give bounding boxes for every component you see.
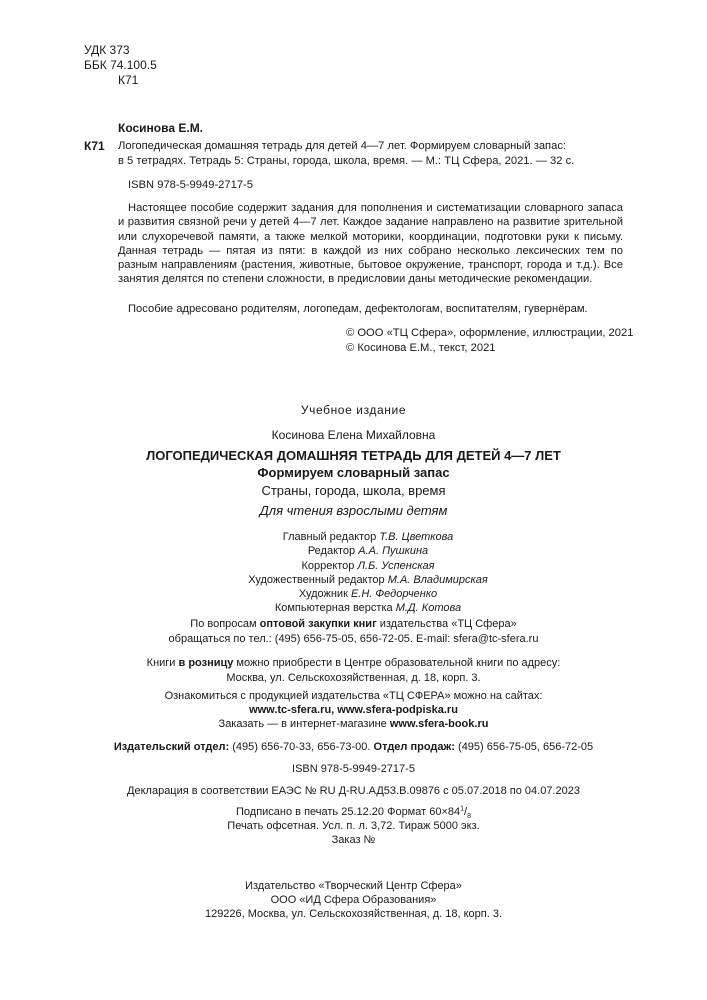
publisher-line2: ООО «ИД Сфера Образования» bbox=[270, 894, 437, 906]
publisher-line1: Издательство «Творческий Центр Сфера» bbox=[245, 880, 462, 892]
copyright-line1: © ООО «ТЦ Сфера», оформление, иллюстрации, 2021 bbox=[346, 327, 634, 339]
credit-row bbox=[218, 573, 518, 587]
bib-description-line1: Логопедическая домашняя тетрадь для детей 4—7 лет. Формируем словарный запас: bbox=[118, 140, 567, 152]
order-number: Заказ № bbox=[331, 834, 376, 846]
book-subtitle: Формируем словарный запас bbox=[257, 465, 450, 480]
udk-code: УДК 373 bbox=[84, 43, 130, 57]
credit-row bbox=[218, 559, 518, 573]
retail-address: Москва, ул. Сельскохозяйственная, д. 18, корп. 3. bbox=[226, 672, 481, 684]
retail-line: Книги в розницу можно приобрести в Центре образовательной книги по адресу: bbox=[146, 657, 561, 669]
audience: Пособие адресовано родителям, логопедам, дефектологам, воспитателям, гувернёрам. bbox=[128, 303, 588, 315]
credit-name: М.А. Владимирская bbox=[387, 573, 488, 586]
book-topics: Страны, города, школа, время bbox=[261, 483, 446, 498]
credit-row bbox=[218, 544, 518, 558]
credit-row bbox=[218, 587, 518, 601]
credit-role: Художественный редактор bbox=[248, 573, 385, 586]
credit-name: А.А. Пушкина bbox=[358, 545, 429, 558]
wholesale-phone: обращаться по тел.: (495) 656-75-05, 656-72-05. E-mail: sfera@tc-sfera.ru bbox=[168, 633, 539, 645]
publisher-address: 129226, Москва, ул. Сельскохозяйственная, д. 18, корп. 3. bbox=[204, 908, 503, 920]
print-line: Печать офсетная. Усл. п. л. 3,72. Тираж 5000 экз. bbox=[227, 820, 480, 832]
book-title: ЛОГОПЕДИЧЕСКАЯ ДОМАШНЯЯ ТЕТРАДЬ ДЛЯ ДЕТЕЙ 4—7 ЛЕТ bbox=[146, 448, 561, 463]
tech-isbn: ISBN 978-5-9949-2717-5 bbox=[292, 763, 415, 775]
credit-role: Главный редактор bbox=[282, 531, 377, 543]
credit-name: Е.Н. Федорченко bbox=[350, 588, 438, 601]
departments-line: Издательский отдел: (495) 656-70-33, 656-73-00. Отдел продаж: (495) 656-75-05, 656-72-05 bbox=[113, 741, 594, 753]
edition-type: Учебное издание bbox=[300, 403, 407, 417]
credit-role: Компьютерная верстка bbox=[274, 602, 393, 615]
reading-note: Для чтения взрослыми детям bbox=[259, 503, 448, 518]
sites-intro: Ознакомиться с продукцией издательства «ТЦ СФЕРА» можно на сайтах: bbox=[164, 690, 543, 702]
credit-name: М.Д. Котова bbox=[395, 602, 462, 615]
author-full-name: Косинова Елена Михайловна bbox=[271, 428, 436, 442]
sites-list: www.tc-sfera.ru, www.sfera-podpiska.ru bbox=[249, 704, 458, 716]
wholesale-line: По вопросам оптовой закупки книг издательства «ТЦ Сфера» bbox=[190, 618, 517, 630]
order-line: Заказать — в интернет-магазине www.sfera-book.ru bbox=[218, 718, 489, 730]
bib-isbn: ISBN 978-5-9949-2717-5 bbox=[128, 179, 254, 191]
signed-line: Подписано в печать 25.12.20 Формат $60\times 84^1/_8$ bbox=[236, 805, 471, 821]
credit-name: Л.Б. Успенская bbox=[357, 559, 435, 572]
credits-list bbox=[218, 530, 518, 616]
credit-name: Т.В. Цветкова bbox=[379, 531, 454, 543]
declaration: Декларация в соответствии ЕАЭС № RU Д-RU.АД53.В.09876 с 05.07.2018 по 04.07.2023 bbox=[127, 785, 580, 797]
bib-description-line2: в 5 тетрадях. Тетрадь 5: Страны, города, школа, время. — М.: ТЦ Сфера, 2021. — 32 с. bbox=[118, 155, 575, 167]
author-mark: К71 bbox=[118, 73, 139, 87]
bib-index: К71 bbox=[84, 139, 105, 153]
bbk-code: ББК 74.100.5 bbox=[84, 58, 157, 72]
copyright-line2: © Косинова Е.М., текст, 2021 bbox=[346, 342, 496, 354]
bib-author: Косинова Е.М. bbox=[118, 121, 204, 135]
credit-role: Редактор bbox=[307, 545, 356, 558]
credit-role: Художник bbox=[298, 588, 348, 601]
annotation: Настоящее пособие содержит задания для пополнения и систематизации словарного запаса и развития связной речи у детей 4—7 лет. Каждое задание направлено на развитие зрительной или слухоречевой памяти, а также мелкой моторики, координации, подготовки руки к письму. Данная тетрадь — пятая из пяти: в каждой из них собрано несколько лексических тем по разным направлениям (растения, животные, бытовое окружение, транспорт, города и т.д.). Все занятия делятся по степени сложности, в предисловии даны методические рекомендации. bbox=[118, 202, 623, 286]
credit-row bbox=[218, 601, 518, 615]
credit-role: Корректор bbox=[301, 559, 355, 572]
credit-row bbox=[218, 530, 518, 544]
